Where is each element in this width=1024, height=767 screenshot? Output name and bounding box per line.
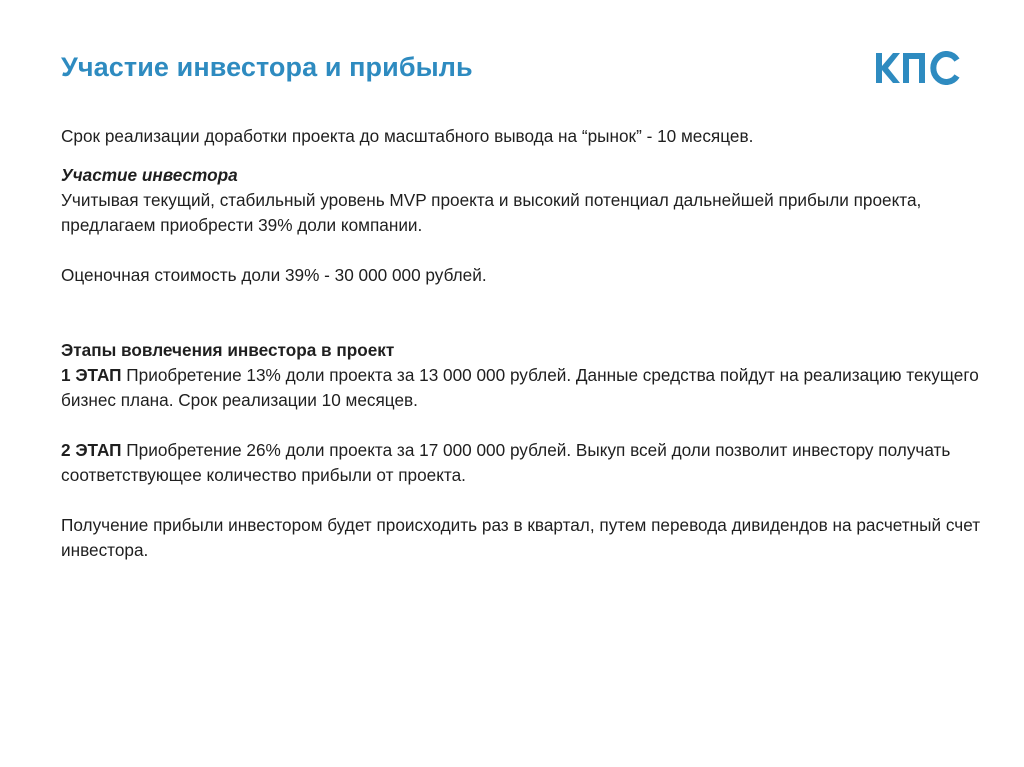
kps-logo-icon <box>876 51 960 85</box>
stage-2-text: Приобретение 26% доли проекта за 17 000 000 рублей. Выкуп всей доли позволит инвестору получать соответствующее количество прибыли от проекта. <box>61 440 951 485</box>
stages-heading: Этапы вовлечения инвестора в проект <box>61 340 395 360</box>
stage-1-text: Приобретение 13% доли проекта за 13 000 000 рублей. Данные средства пойдут на реализацию текущего бизнес плана. Срок реализации 10 месяцев. <box>61 365 979 410</box>
intro-text: Срок реализации доработки проекта до масштабного вывода на “рынок” - 10 месяцев. <box>61 126 754 146</box>
stage-1-label: 1 ЭТАП <box>61 365 122 385</box>
company-logo <box>876 51 960 85</box>
valuation-text: Оценочная стоимость доли 39% - 30 000 000 рублей. <box>61 265 487 285</box>
investor-heading: Участие инвестора <box>61 165 238 185</box>
stage-1 <box>61 363 981 413</box>
investor-text: Учитывая текущий, стабильный уровень MVP проекта и высокий потенциал дальнейшей прибыли проекта, предлагаем приобрести 39% доли компании. <box>61 190 922 235</box>
stage-2-label: 2 ЭТАП <box>61 440 122 460</box>
stage-2 <box>61 438 981 488</box>
slide-body <box>61 124 981 563</box>
profit-note: Получение прибыли инвестором будет происходить раз в квартал, путем перевода дивидендов на расчетный счет инвестора. <box>61 515 981 560</box>
slide-title: Участие инвестора и прибыль <box>61 52 473 82</box>
